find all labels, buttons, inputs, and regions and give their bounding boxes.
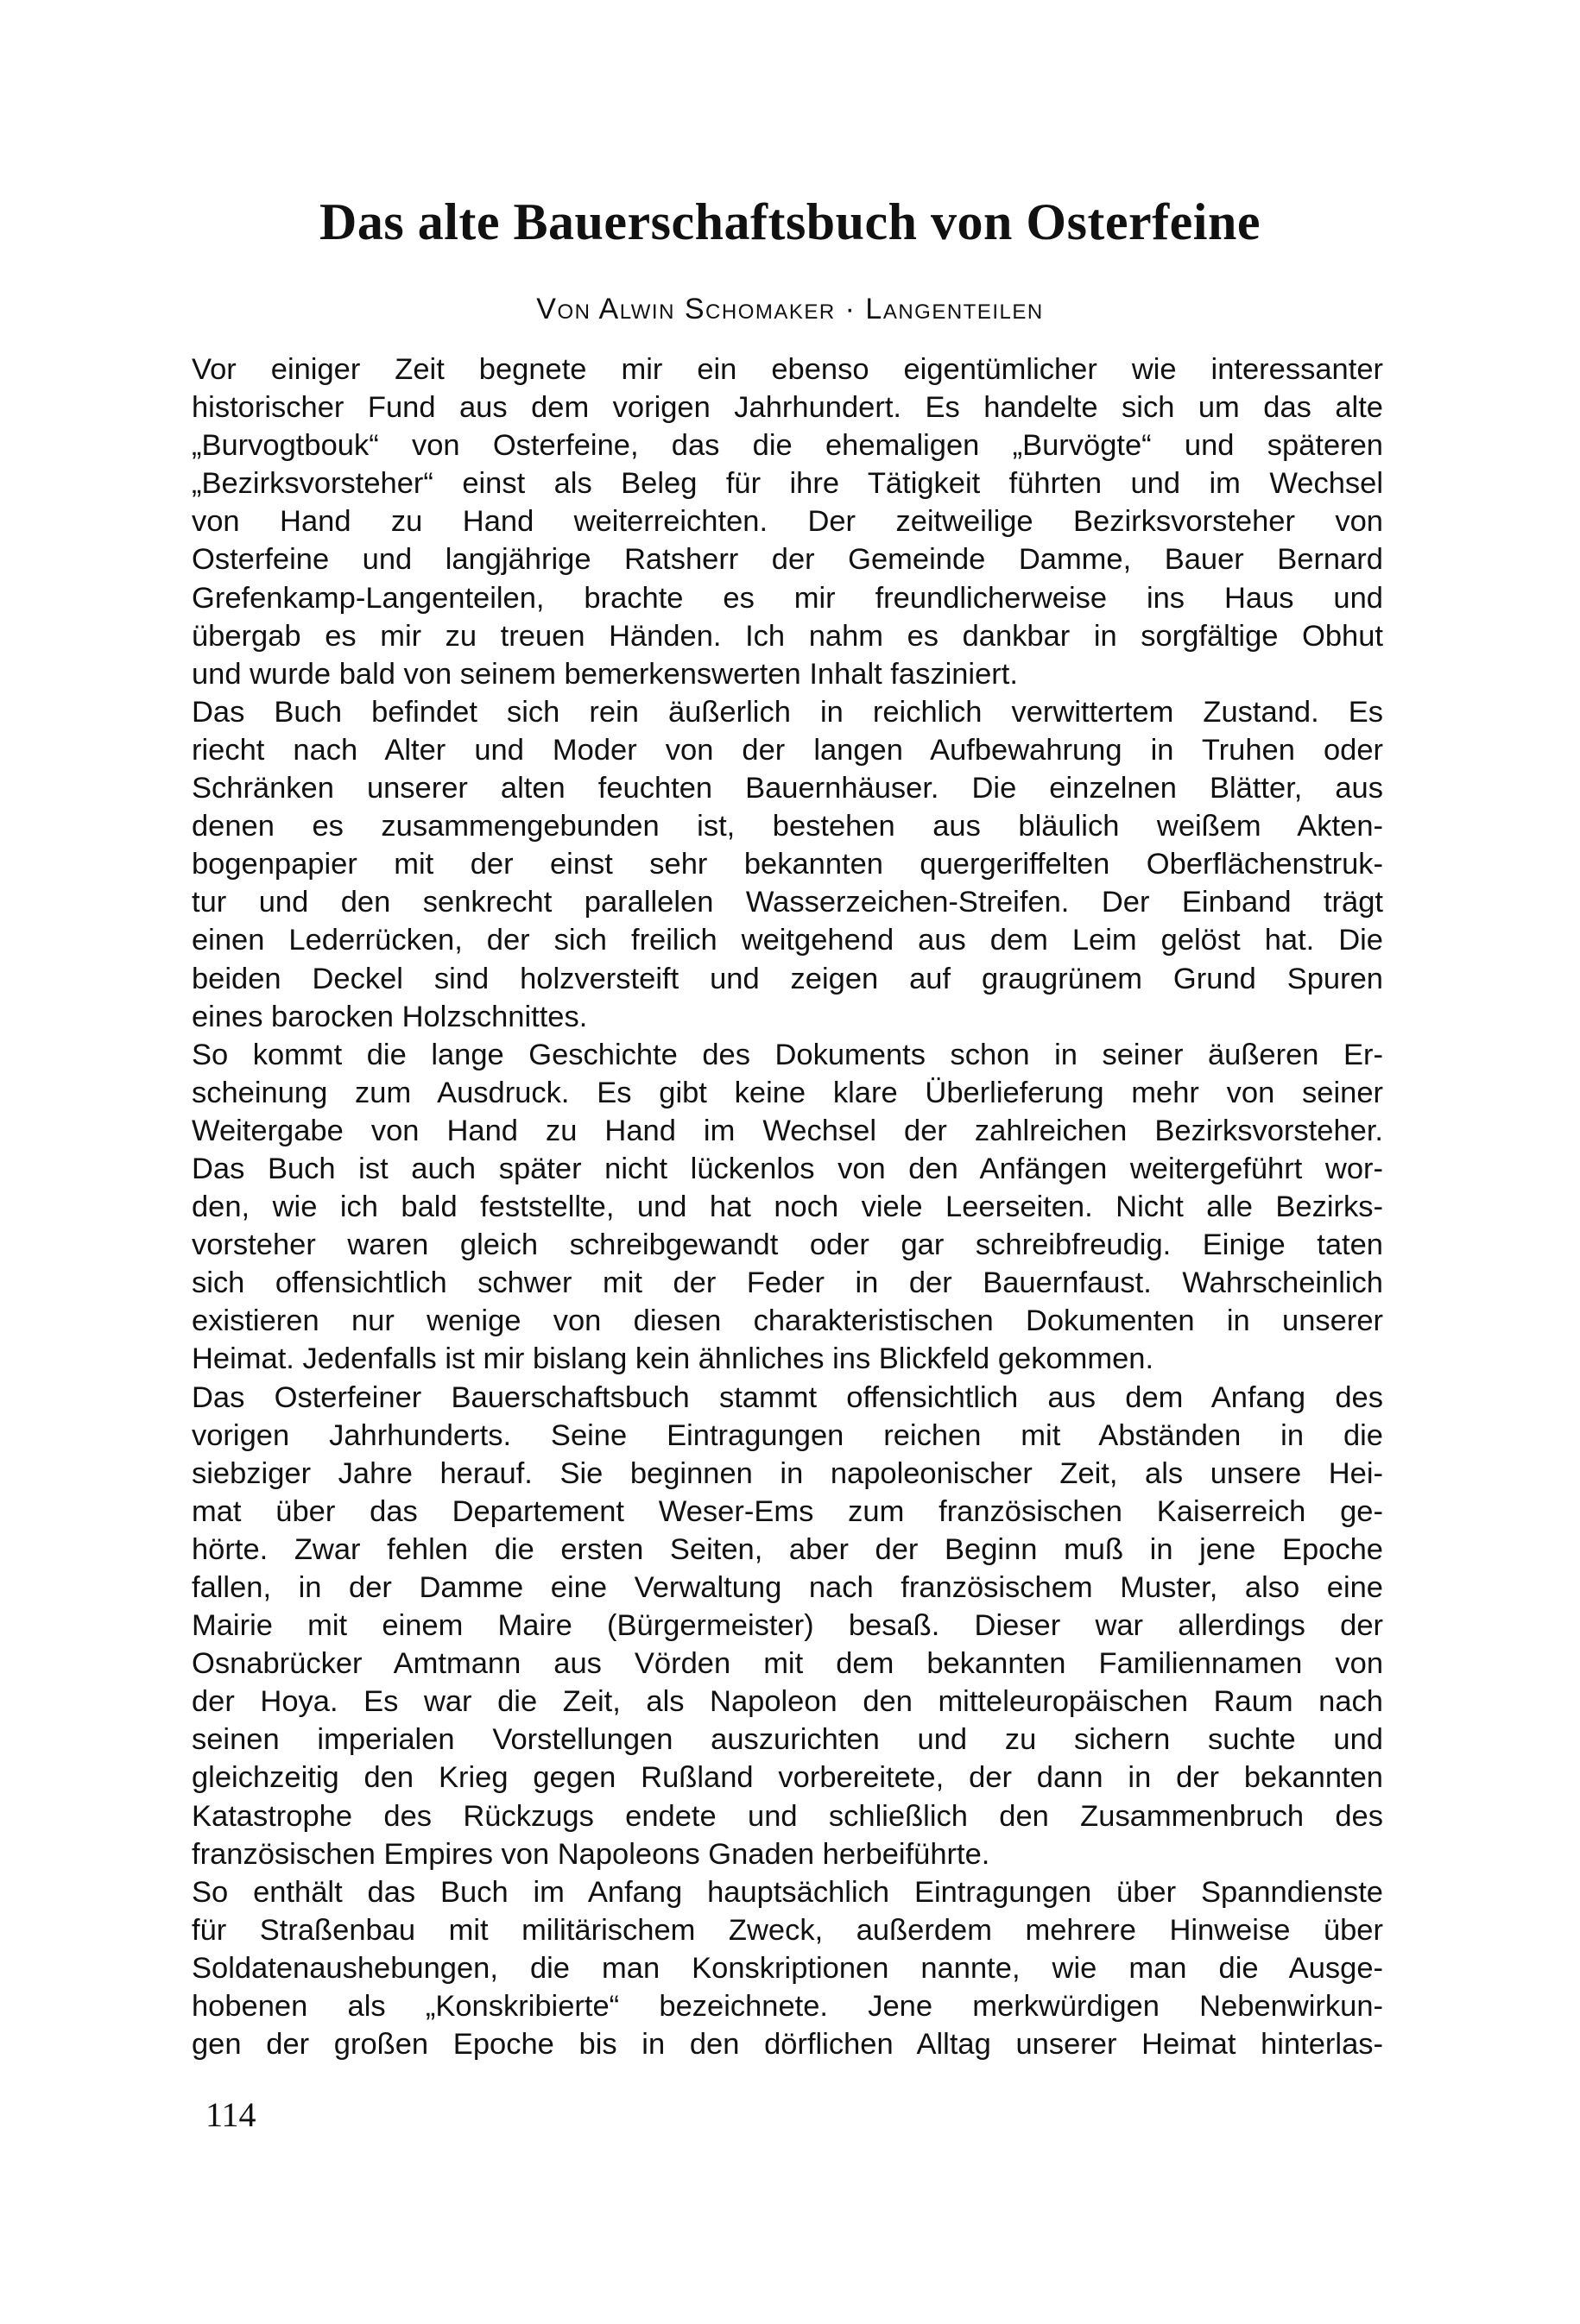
text-line: tur und den senkrecht parallelen Wasserzeichen-Streifen. Der Einband trägt bbox=[192, 886, 1383, 919]
text-line: einen Lederrücken, der sich freilich weitgehend aus dem Leim gelöst hat. Die bbox=[192, 924, 1383, 957]
text-line: historischer Fund aus dem vorigen Jahrhundert. Es handelte sich um das alte bbox=[192, 391, 1383, 425]
text-line: siebziger Jahre herauf. Sie beginnen in napoleonischer Zeit, als unsere Hei- bbox=[192, 1456, 1383, 1490]
text-line: hörte. Zwar fehlen die ersten Seiten, aber der Beginn muß in jene Epoche bbox=[192, 1532, 1383, 1566]
text-line: riecht nach Alter und Moder von der langen Aufbewahrung in Truhen oder bbox=[192, 733, 1383, 767]
text-line: „Bezirksvorsteher“ einst als Beleg für ihre Tätigkeit führten und im Wechsel bbox=[192, 467, 1383, 501]
text-line: übergab es mir zu treuen Händen. Ich nahm es dankbar in sorgfältige Obhut bbox=[192, 619, 1383, 653]
text-line: scheinung zum Ausdruck. Es gibt keine klare Überlieferung mehr von seiner bbox=[192, 1076, 1383, 1109]
text-line: gen der großen Epoche bis in den dörflichen Alltag unserer Heimat hinterlas- bbox=[192, 2028, 1383, 2062]
text-line: Soldatenaushebungen, die man Konskriptionen nannte, wie man die Ausge- bbox=[192, 1951, 1383, 1985]
text-line: Osnabrücker Amtmann aus Vörden mit dem bekannten Familiennamen von bbox=[192, 1647, 1383, 1681]
text-line: sich offensichtlich schwer mit der Feder in der Bauernfaust. Wahrscheinlich bbox=[192, 1266, 1383, 1300]
text-line: der Hoya. Es war die Zeit, als Napoleon den mitteleuropäischen Raum nach bbox=[192, 1685, 1383, 1719]
text-line: bogenpapier mit der einst sehr bekannten quergeriffelten Oberflächenstruk- bbox=[192, 848, 1383, 881]
text-line: Grefenkamp-Langenteilen, brachte es mir freundlicherweise ins Haus und bbox=[192, 581, 1383, 615]
text-line: und wurde bald von seinem bemerkenswerten Inhalt fasziniert. bbox=[192, 657, 1018, 691]
text-line: Katastrophe des Rückzugs endete und schließlich den Zusammenbruch des bbox=[192, 1799, 1383, 1833]
text-line: vorigen Jahrhunderts. Seine Eintragungen reichen mit Abständen in die bbox=[192, 1418, 1383, 1452]
text-line: Heimat. Jedenfalls ist mir bislang kein ähnliches ins Blickfeld gekommen. bbox=[192, 1342, 1154, 1376]
text-line: existieren nur wenige von diesen charakteristischen Dokumenten in unserer bbox=[192, 1304, 1383, 1338]
article-byline: Von Alwin Schomaker · Langenteilen bbox=[536, 293, 1044, 325]
text-line: gleichzeitig den Krieg gegen Rußland vorbereitete, der dann in der bekannten bbox=[192, 1761, 1383, 1795]
text-line: So enthält das Buch im Anfang hauptsächlich Eintragungen über Spanndienste bbox=[192, 1875, 1383, 1909]
text-line: Schränken unserer alten feuchten Bauernhäuser. Die einzelnen Blätter, aus bbox=[192, 772, 1383, 805]
text-line: seinen imperialen Vorstellungen auszurichten und zu sichern suchte und bbox=[192, 1723, 1383, 1757]
text-line: fallen, in der Damme eine Verwaltung nach französischem Muster, also eine bbox=[192, 1571, 1383, 1604]
text-line: Weitergabe von Hand zu Hand im Wechsel der zahlreichen Bezirksvorsteher. bbox=[192, 1114, 1383, 1147]
text-line: Das Osterfeiner Bauerschaftsbuch stammt offensichtlich aus dem Anfang des bbox=[192, 1380, 1383, 1414]
text-line: So kommt die lange Geschichte des Dokuments schon in seiner äußeren Er- bbox=[192, 1038, 1383, 1071]
text-line: denen es zusammengebunden ist, bestehen aus bläulich weißem Akten- bbox=[192, 810, 1383, 843]
text-line: hobenen als „Konskribierte“ bezeichnete. Jene merkwürdigen Nebenwirkun- bbox=[192, 1990, 1383, 2024]
text-line: den, wie ich bald feststellte, und hat noch viele Leerseiten. Nicht alle Bezirks- bbox=[192, 1190, 1383, 1224]
text-line: französischen Empires von Napoleons Gnaden herbeiführte. bbox=[192, 1837, 990, 1871]
text-line: „Burvogtbouk“ von Osterfeine, das die ehemaligen „Burvögte“ und späteren bbox=[192, 429, 1383, 463]
article-title: Das alte Bauerschaftsbuch von Osterfeine bbox=[319, 193, 1261, 250]
text-line: mat über das Departement Weser-Ems zum französischen Kaiserreich ge- bbox=[192, 1494, 1383, 1528]
text-line: eines barocken Holzschnittes. bbox=[192, 1000, 588, 1033]
article-body bbox=[192, 350, 1383, 2063]
text-line: beiden Deckel sind holzversteift und zeigen auf graugrünem Grund Spuren bbox=[192, 962, 1383, 995]
text-line: Das Buch ist auch später nicht lückenlos von den Anfängen weitergeführt wor- bbox=[192, 1152, 1383, 1185]
text-line: Mairie mit einem Maire (Bürgermeister) besaß. Dieser war allerdings der bbox=[192, 1609, 1383, 1643]
page-number: 114 bbox=[205, 2095, 256, 2134]
text-line: Vor einiger Zeit begnete mir ein ebenso eigentümlicher wie interessanter bbox=[192, 353, 1383, 386]
text-line: von Hand zu Hand weiterreichten. Der zeitweilige Bezirksvorsteher von bbox=[192, 505, 1383, 539]
text-line: für Straßenbau mit militärischem Zweck, außerdem mehrere Hinweise über bbox=[192, 1913, 1383, 1947]
text-line: Osterfeine und langjährige Ratsherr der Gemeinde Damme, Bauer Bernard bbox=[192, 543, 1383, 577]
text-line: vorsteher waren gleich schreibgewandt oder gar schreibfreudig. Einige taten bbox=[192, 1228, 1383, 1262]
text-line: Das Buch befindet sich rein äußerlich in reichlich verwittertem Zustand. Es bbox=[192, 695, 1383, 729]
